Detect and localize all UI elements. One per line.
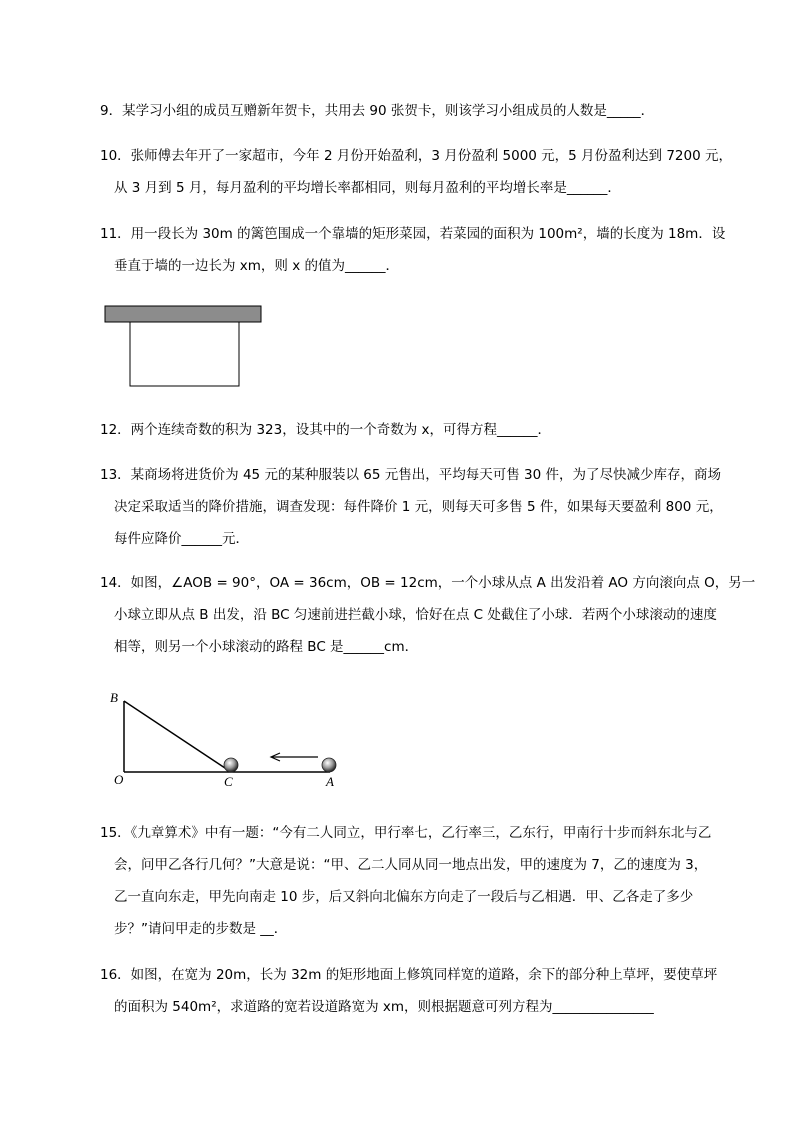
- q10-line-2: 从 3 月到 5 月，每月盈利的平均增长率都相同，则每月盈利的平均增长率是______．: [114, 180, 621, 196]
- q14-line-1: 14．如图，∠AOB = 90°，OA = 36cm，OB = 12cm，一个小球从点 A 出发沿着 AO 方向滚向点 O，另一: [100, 575, 756, 591]
- q16-line-2: 的面积为 540m²，求道路的宽若设道路宽为 xm，则根据题意可列方程为_______________: [114, 999, 654, 1015]
- label-c: C: [224, 774, 233, 789]
- q10-line-1: 10．张师傅去年开了一家超市，今年 2 月份开始盈利，3 月份盈利 5000 元，5 月份盈利达到 7200 元，: [100, 148, 732, 164]
- q15-line-4: 步？”请问甲走的步数是 __．: [114, 921, 288, 937]
- q16-line-1: 16．如图，在宽为 20m，长为 32m 的矩形地面上修筑同样宽的道路，余下的部分种上草坪，要使草坪: [100, 967, 718, 983]
- label-b: B: [110, 690, 118, 705]
- label-o: O: [114, 772, 124, 787]
- segment-bc: [124, 701, 231, 772]
- q15-line-1: 15．《九章算术》中有一题：“今有二人同立，甲行率七，乙行率三，乙东行，甲南行十步而斜东北与乙: [100, 825, 712, 841]
- q11-line-2: 垂直于墙的一边长为 xm，则 x 的值为______．: [114, 258, 400, 274]
- q13-line-2: 决定采取适当的降价措施，调查发现：每件降价 1 元，则每天可多售 5 件，如果每天要盈利 800 元，: [114, 499, 723, 515]
- label-a: A: [326, 774, 334, 789]
- wall-bar: [105, 306, 261, 322]
- ball-intercept-figure: [100, 685, 360, 795]
- q9-line-1: 9．某学习小组的成员互赠新年贺卡，共用去 90 张贺卡，则该学习小组成员的人数是_____．: [100, 103, 655, 119]
- q11-line-1: 11．用一段长为 30m 的篱笆围成一个靠墙的矩形菜园，若菜园的面积为 100m²，墙的长度为 18m．设: [100, 226, 726, 242]
- garden-rectangle: [130, 322, 239, 386]
- q14-line-3: 相等，则另一个小球滚动的路程 BC 是______cm．: [114, 639, 419, 655]
- ball-c: [224, 758, 238, 772]
- q13-line-1: 13．某商场将进货价为 45 元的某种服装以 65 元售出，平均每天可售 30 件，为了尽快减少库存，商场: [100, 467, 721, 483]
- q15-line-3: 乙一直向东走，甲先向南走 10 步，后又斜向北偏东方向走了一段后与乙相遇．甲、乙各走了多少: [114, 889, 694, 905]
- q15-line-2: 会，问甲乙各行几何？”大意是说：“甲、乙二人同从同一地点出发，甲的速度为 7，乙的速度为 3，: [114, 857, 708, 873]
- wall-garden-figure: [100, 300, 270, 395]
- q13-line-3: 每件应降价______元．: [114, 531, 249, 547]
- q14-line-2: 小球立即从点 B 出发，沿 BC 匀速前进拦截小球，恰好在点 C 处截住了小球．若两个小球滚动的速度: [114, 607, 717, 623]
- q12-line-1: 12．两个连续奇数的积为 323，设其中的一个奇数为 x，可得方程______．: [100, 422, 552, 438]
- ball-a: [322, 758, 336, 772]
